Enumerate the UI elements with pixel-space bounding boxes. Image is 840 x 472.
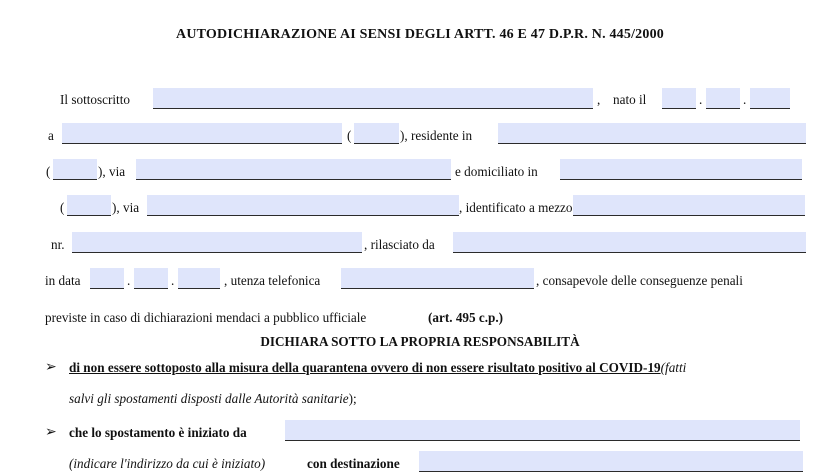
label-residente: ), residente in xyxy=(400,128,473,143)
arrow-bullet-icon: ➢ xyxy=(45,425,57,440)
field-via-domicilio[interactable] xyxy=(147,195,459,216)
field-giorno-nascita[interactable] xyxy=(662,88,696,109)
field-telefono[interactable] xyxy=(341,268,534,289)
field-numero-documento[interactable] xyxy=(72,232,362,253)
dot-separator: . xyxy=(743,92,747,107)
dot-separator: . xyxy=(171,273,175,288)
field-destinazione[interactable] xyxy=(419,451,803,472)
label-nato-il: nato il xyxy=(613,92,647,107)
field-anno-rilascio[interactable] xyxy=(178,268,220,289)
label-art-495: (art. 495 c.p.) xyxy=(428,310,504,325)
label-via: ), via xyxy=(98,164,126,179)
section-heading: DICHIARA SOTTO LA PROPRIA RESPONSABILITÀ xyxy=(260,334,580,349)
field-residenza[interactable] xyxy=(498,123,806,144)
item1-bold-text: di non essere sottoposto alla misura della quarantena ovvero di non essere risultato positivo al COVID-19 xyxy=(69,360,661,375)
item1-continuation: salvi gli spostamenti disposti dalle Autorità sanitarie xyxy=(69,391,349,406)
field-mese-rilascio[interactable] xyxy=(134,268,168,289)
paren-open: ( xyxy=(347,128,352,143)
label-domiciliato: e domiciliato in xyxy=(455,164,538,179)
item2-indicare: (indicare l'indirizzo da cui è iniziato) xyxy=(69,456,266,471)
label-utenza: , utenza telefonica xyxy=(224,273,321,288)
item1-line xyxy=(69,360,686,376)
field-domicilio[interactable] xyxy=(560,159,802,180)
dot-separator: . xyxy=(699,92,703,107)
paren-open: ( xyxy=(60,200,65,215)
field-anno-nascita[interactable] xyxy=(750,88,790,109)
label-identificato: , identificato a mezzo xyxy=(459,200,573,215)
field-rilasciato-da[interactable] xyxy=(453,232,806,253)
field-documento[interactable] xyxy=(573,195,805,216)
field-giorno-rilascio[interactable] xyxy=(90,268,124,289)
item1-close: ); xyxy=(348,391,357,406)
field-luogo-nascita[interactable] xyxy=(62,123,342,144)
field-partenza[interactable] xyxy=(285,420,800,441)
label-sottoscritto: Il sottoscritto xyxy=(60,92,130,107)
item1-italic-open: (fatti xyxy=(660,360,687,375)
label-previste: previste in caso di dichiarazioni mendaci a pubblico ufficiale xyxy=(45,310,367,325)
field-via-residenza[interactable] xyxy=(136,159,451,180)
item2-bold-text: che lo spostamento è iniziato da xyxy=(69,425,247,440)
label-in-data: in data xyxy=(45,273,81,288)
label-consapevole: , consapevole delle conseguenze penali xyxy=(536,273,743,288)
field-provincia-nascita[interactable] xyxy=(354,123,399,144)
paren-open: ( xyxy=(46,164,51,179)
label-nr: nr. xyxy=(51,237,65,252)
item2-con-destinazione: con destinazione xyxy=(307,456,400,471)
arrow-bullet-icon: ➢ xyxy=(45,360,57,375)
field-provincia-residenza[interactable] xyxy=(53,159,97,180)
label-via: ), via xyxy=(112,200,140,215)
dot-separator: . xyxy=(127,273,131,288)
label-comma: , xyxy=(597,92,601,107)
field-provincia-domicilio[interactable] xyxy=(67,195,111,216)
label-rilasciato: , rilasciato da xyxy=(364,237,435,252)
item1-continuation-line xyxy=(69,391,357,407)
field-nome[interactable] xyxy=(153,88,593,109)
label-a: a xyxy=(48,128,54,143)
document-title: AUTODICHIARAZIONE AI SENSI DEGLI ARTT. 46 E 47 D.P.R. N. 445/2000 xyxy=(176,27,664,42)
field-mese-nascita[interactable] xyxy=(706,88,740,109)
